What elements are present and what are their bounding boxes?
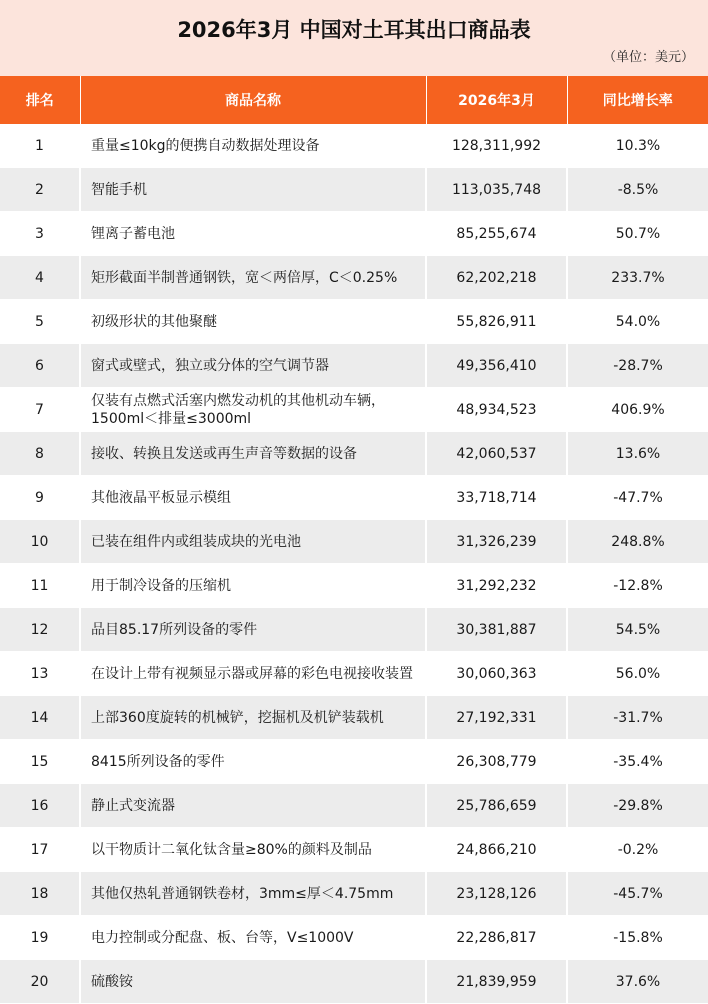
- product-name-cell: 接收、转换且发送或再生声音等数据的设备: [80, 432, 426, 476]
- export-value-cell: 23,128,126: [426, 872, 567, 916]
- table-row: [0, 300, 708, 344]
- table-row: [0, 124, 708, 168]
- growth-rate-cell: 37.6%: [567, 960, 708, 1004]
- table-row: [0, 168, 708, 212]
- export-value-cell: 22,286,817: [426, 916, 567, 960]
- table-row: [0, 652, 708, 696]
- product-name-cell: 硫酸铵: [80, 960, 426, 1004]
- growth-rate-cell: 406.9%: [567, 388, 708, 432]
- product-name-cell: 重量≤10kg的便携自动数据处理设备: [80, 124, 426, 168]
- product-name-cell: 用于制冷设备的压缩机: [80, 564, 426, 608]
- growth-rate-cell: 10.3%: [567, 124, 708, 168]
- rank-cell: 5: [0, 300, 80, 344]
- product-name-cell: 其他液晶平板显示模组: [80, 476, 426, 520]
- product-name-cell: 锂离子蓄电池: [80, 212, 426, 256]
- export-value-cell: 25,786,659: [426, 784, 567, 828]
- table-row: [0, 476, 708, 520]
- growth-rate-cell: -31.7%: [567, 696, 708, 740]
- rank-cell: 20: [0, 960, 80, 1004]
- growth-rate-cell: 248.8%: [567, 520, 708, 564]
- table-row: [0, 740, 708, 784]
- table-row: [0, 388, 708, 432]
- rank-cell: 19: [0, 916, 80, 960]
- growth-rate-cell: -28.7%: [567, 344, 708, 388]
- table-row: [0, 564, 708, 608]
- export-value-cell: 48,934,523: [426, 388, 567, 432]
- table-row: [0, 916, 708, 960]
- export-value-cell: 85,255,674: [426, 212, 567, 256]
- table-row: [0, 256, 708, 300]
- product-name-cell: 以干物质计二氧化钛含量≥80%的颜料及制品: [80, 828, 426, 872]
- product-name-cell: 在设计上带有视频显示器或屏幕的彩色电视接收装置: [80, 652, 426, 696]
- export-value-cell: 62,202,218: [426, 256, 567, 300]
- growth-rate-cell: 50.7%: [567, 212, 708, 256]
- rank-cell: 18: [0, 872, 80, 916]
- export-value-cell: 24,866,210: [426, 828, 567, 872]
- table-row: [0, 696, 708, 740]
- growth-rate-cell: -47.7%: [567, 476, 708, 520]
- growth-rate-cell: -45.7%: [567, 872, 708, 916]
- growth-rate-cell: -15.8%: [567, 916, 708, 960]
- export-value-cell: 128,311,992: [426, 124, 567, 168]
- column-header-row: [0, 76, 708, 124]
- export-value-cell: 113,035,748: [426, 168, 567, 212]
- rank-cell: 10: [0, 520, 80, 564]
- export-value-cell: 31,292,232: [426, 564, 567, 608]
- rank-cell: 4: [0, 256, 80, 300]
- column-header-value: 2026年3月: [426, 76, 567, 124]
- export-table: [0, 76, 708, 1004]
- rank-cell: 7: [0, 388, 80, 432]
- rank-cell: 8: [0, 432, 80, 476]
- growth-rate-cell: -8.5%: [567, 168, 708, 212]
- export-value-cell: 27,192,331: [426, 696, 567, 740]
- product-name-cell: 品目85.17所列设备的零件: [80, 608, 426, 652]
- table-header-banner: [0, 0, 708, 76]
- product-name-cell: 上部360度旋转的机械铲，挖掘机及机铲装载机: [80, 696, 426, 740]
- rank-cell: 6: [0, 344, 80, 388]
- growth-rate-cell: -29.8%: [567, 784, 708, 828]
- growth-rate-cell: 54.0%: [567, 300, 708, 344]
- rank-cell: 16: [0, 784, 80, 828]
- export-value-cell: 26,308,779: [426, 740, 567, 784]
- export-value-cell: 30,381,887: [426, 608, 567, 652]
- rank-cell: 15: [0, 740, 80, 784]
- rank-cell: 13: [0, 652, 80, 696]
- rank-cell: 3: [0, 212, 80, 256]
- growth-rate-cell: -0.2%: [567, 828, 708, 872]
- page-title: 2026年3月 中国对土耳其出口商品表: [177, 18, 531, 42]
- export-value-cell: 49,356,410: [426, 344, 567, 388]
- growth-rate-cell: -12.8%: [567, 564, 708, 608]
- product-name-cell: 电力控制或分配盘、板、台等，V≤1000V: [80, 916, 426, 960]
- product-name-cell: 仅装有点燃式活塞内燃发动机的其他机动车辆，1500ml＜排量≤3000ml: [80, 388, 426, 432]
- rank-cell: 9: [0, 476, 80, 520]
- growth-rate-cell: 54.5%: [567, 608, 708, 652]
- table-row: [0, 212, 708, 256]
- table-row: [0, 344, 708, 388]
- rank-cell: 12: [0, 608, 80, 652]
- rank-cell: 17: [0, 828, 80, 872]
- product-name-cell: 静止式变流器: [80, 784, 426, 828]
- rank-cell: 14: [0, 696, 80, 740]
- table-row: [0, 784, 708, 828]
- export-value-cell: 42,060,537: [426, 432, 567, 476]
- column-header-rank: 排名: [0, 76, 80, 124]
- export-value-cell: 33,718,714: [426, 476, 567, 520]
- growth-rate-cell: 233.7%: [567, 256, 708, 300]
- rank-cell: 1: [0, 124, 80, 168]
- export-value-cell: 21,839,959: [426, 960, 567, 1004]
- product-name-cell: 初级形状的其他聚醚: [80, 300, 426, 344]
- unit-note: （单位：美元）: [602, 50, 694, 65]
- growth-rate-cell: 56.0%: [567, 652, 708, 696]
- export-value-cell: 55,826,911: [426, 300, 567, 344]
- product-name-cell: 已装在组件内或组装成块的光电池: [80, 520, 426, 564]
- product-name-cell: 矩形截面半制普通钢铁，宽＜两倍厚，C＜0.25%: [80, 256, 426, 300]
- product-name-cell: 其他仅热轧普通钢铁卷材，3mm≤厚＜4.75mm: [80, 872, 426, 916]
- table-row: [0, 520, 708, 564]
- table-row: [0, 432, 708, 476]
- rank-cell: 2: [0, 168, 80, 212]
- product-name-cell: 智能手机: [80, 168, 426, 212]
- column-header-rate: 同比增长率: [567, 76, 708, 124]
- column-header-name: 商品名称: [80, 76, 426, 124]
- growth-rate-cell: -35.4%: [567, 740, 708, 784]
- table-row: [0, 872, 708, 916]
- product-name-cell: 窗式或壁式，独立或分体的空气调节器: [80, 344, 426, 388]
- product-name-cell: 8415所列设备的零件: [80, 740, 426, 784]
- export-value-cell: 30,060,363: [426, 652, 567, 696]
- table-row: [0, 828, 708, 872]
- rank-cell: 11: [0, 564, 80, 608]
- growth-rate-cell: 13.6%: [567, 432, 708, 476]
- export-value-cell: 31,326,239: [426, 520, 567, 564]
- table-row: [0, 608, 708, 652]
